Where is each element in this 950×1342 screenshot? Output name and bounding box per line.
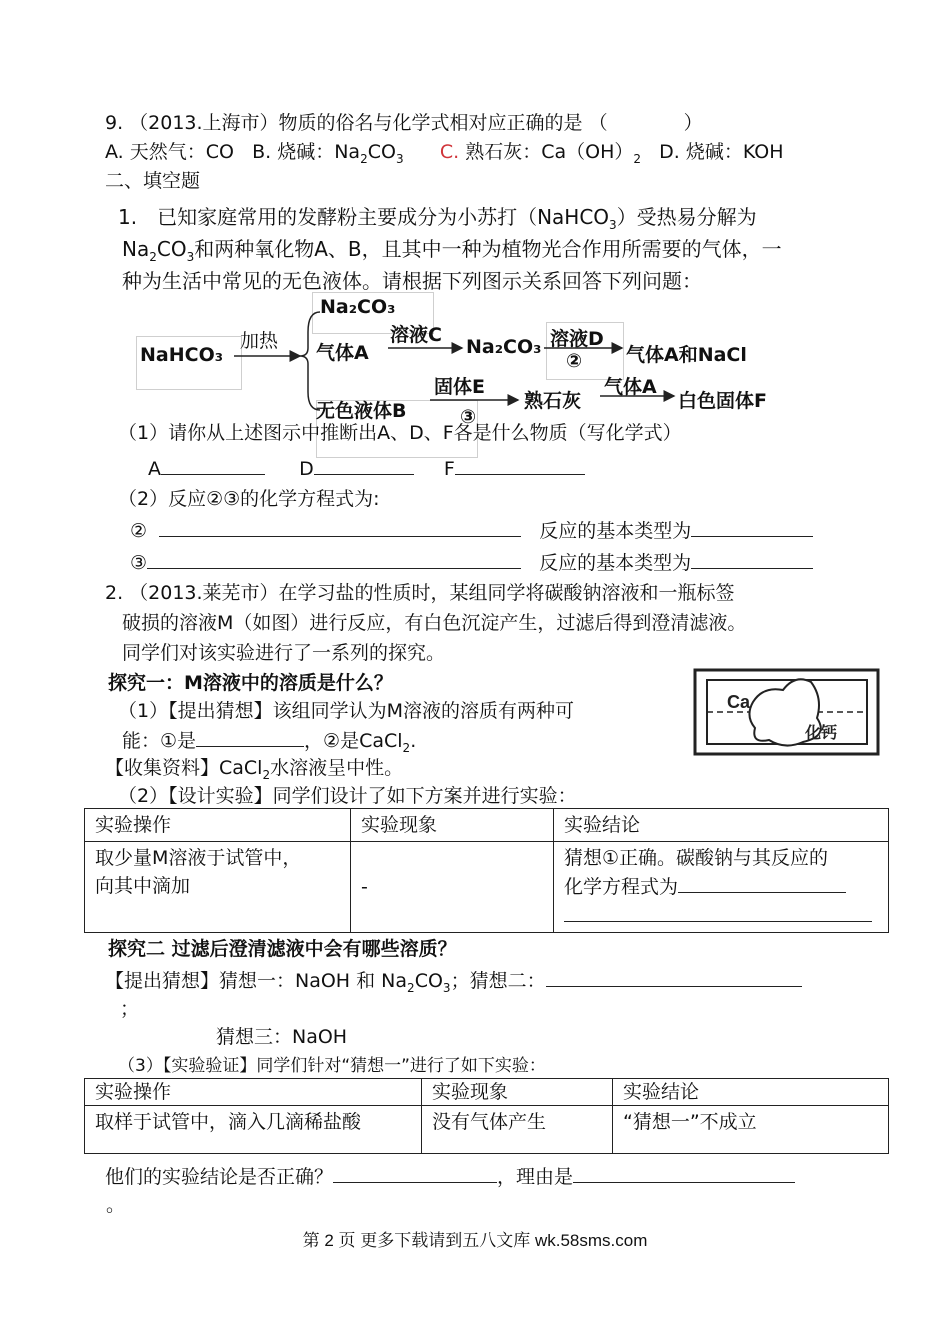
liquid-b-label: 无色液体B — [316, 400, 407, 422]
answer-blank-a[interactable] — [161, 454, 265, 475]
p1-eq3: ③ 反应的基本类型为 — [130, 548, 813, 576]
nahco3-label: NaHCO₃ — [140, 344, 224, 366]
table2-header-op: 实验操作 — [85, 1079, 422, 1106]
table1-phen-cell: - — [351, 842, 554, 933]
correct-blank[interactable] — [333, 1162, 497, 1183]
p2-line2: 破损的溶液M（如图）进行反应，有白色沉淀产生，过滤后得到澄清滤液。 — [122, 612, 747, 634]
table1-header-conc: 实验结论 — [554, 809, 889, 842]
p1-eq2: ② 反应的基本类型为 — [130, 516, 813, 544]
q9-options — [105, 139, 784, 172]
table2-op-cell: 取样于试管中，滴入几滴稀盐酸 — [85, 1106, 422, 1154]
guess-2-blank[interactable] — [546, 966, 802, 987]
table2-conc-cell: “猜想一”不成立 — [613, 1106, 889, 1154]
design-intro: （2）【设计实验】同学们设计了如下方案并进行实验： — [118, 785, 577, 807]
equation-blank[interactable] — [678, 872, 846, 893]
guess-3-line: 猜想三：NaOH — [216, 1026, 348, 1048]
type-2-blank[interactable] — [691, 516, 813, 537]
p1-line2: $Na_2CO_3$和两种氧化物A、B，且其中一种为植物光合作用所需要的气体，一 — [122, 237, 782, 264]
table1-header-phen: 实验现象 — [351, 809, 554, 842]
solution-d-label: 溶液D — [550, 328, 604, 350]
explore1-title: 探究一：M溶液中的溶质是什么？ — [108, 672, 393, 694]
verify-intro: （3）【实验验证】同学们针对“猜想一”进行了如下实验： — [118, 1056, 546, 1076]
guess-1-blank[interactable] — [196, 726, 304, 747]
slaked-lime-label: 熟石灰 — [524, 390, 582, 412]
broken-label-image — [693, 668, 880, 756]
experiment-table-1 — [84, 808, 889, 933]
p1-sub1: （1）请你从上述图示中推断出A、D、F各是什么物质（写化学式） — [118, 422, 682, 444]
reason-blank[interactable] — [573, 1162, 795, 1183]
table2-phen-cell: 没有气体产生 — [422, 1106, 613, 1154]
label-text-right: 化钙 — [805, 725, 838, 742]
table1-header-op: 实验操作 — [85, 809, 351, 842]
q9-option-a: A. 天然气：CO — [105, 141, 234, 163]
collect-info: 【收集资料】CaCl$_2$水溶液呈中性。 — [105, 757, 404, 782]
answer-blank-d[interactable] — [314, 454, 414, 475]
guess-line1: （1）【提出猜想】该组同学认为M溶液的溶质有两种可 — [118, 700, 574, 722]
explore2-title: 探究二 过滤后澄清滤液中会有哪些溶质？ — [108, 938, 457, 960]
q9-option-c: C. 熟石灰：$Ca(OH)_2$ — [439, 141, 641, 166]
table-row — [85, 842, 889, 933]
p2-line3: 同学们对该实验进行了一系列的探究。 — [122, 642, 446, 664]
table1-op-cell: 取少量M溶液于试管中， 向其中滴加 — [85, 842, 351, 933]
circle-3-label: ③ — [460, 406, 477, 428]
final-question: 他们的实验结论是否正确？ ，理由是 — [105, 1162, 795, 1190]
p1-blanks: A D F — [148, 454, 585, 482]
page-footer: 第 2 页 更多下载请到五八文库 wk.58sms.com — [302, 1231, 648, 1250]
circle-2-label: ② — [566, 350, 583, 372]
p1-sub2: （2）反应②③的化学方程式为: — [118, 488, 380, 510]
final-period: 。 — [106, 1194, 126, 1216]
guess-line2: 能：①是 ，②是CaCl$_2$. — [122, 726, 416, 761]
table-row — [85, 809, 889, 842]
na2co3-mid-label: Na₂CO₃ — [466, 336, 542, 358]
gas-a-nacl-label: 气体A和NaCl — [626, 344, 747, 366]
table-row — [85, 1079, 889, 1106]
label-text-left: Ca — [727, 692, 751, 712]
solution-c-label: 溶液C — [390, 324, 442, 346]
equation-2-blank[interactable] — [159, 516, 521, 537]
p2-line1: 2. （2013.莱芜市）在学习盐的性质时，某组同学将碳酸钠溶液和一瓶标签 — [105, 582, 735, 604]
q9-option-b: B. 烧碱：$Na_2CO_3$ — [252, 141, 404, 166]
equation-3-blank[interactable] — [147, 548, 521, 569]
gas-a2-label: 气体A — [604, 376, 657, 398]
p1-line1: 1. 已知家庭常用的发酵粉主要成分为小苏打（NaHCO$_3$）受热易分解为 — [118, 205, 757, 232]
q9-stem: 9. （2013.上海市）物质的俗名与化学式相对应正确的是 （ ） — [105, 112, 703, 134]
p1-line3: 种为生活中常见的无色液体。请根据下列图示关系回答下列问题： — [122, 269, 702, 293]
q9-option-d: D. 烧碱：KOH — [659, 141, 784, 163]
type-3-blank[interactable] — [691, 548, 813, 569]
heat-label: 加热 — [240, 330, 279, 352]
section-title: 二、填空题 — [105, 170, 201, 192]
equation-blank-2[interactable] — [564, 901, 872, 922]
table-row — [85, 1106, 889, 1154]
guess-1-line: 【提出猜想】猜想一：NaOH 和 $Na_2CO_3$；猜想二： — [105, 966, 802, 1001]
white-solid-f-label: 白色固体F — [678, 390, 767, 412]
na2co3-top-label: Na₂CO₃ — [320, 296, 396, 318]
solid-e-label: 固体E — [434, 376, 485, 398]
table2-header-phen: 实验现象 — [422, 1079, 613, 1106]
gas-a-label: 气体A — [316, 342, 369, 364]
experiment-table-2 — [84, 1078, 889, 1154]
table1-conc-cell: 猜想①正确。碳酸钠与其反应的 化学方程式为 — [554, 842, 889, 933]
table2-header-conc: 实验结论 — [613, 1079, 889, 1106]
answer-blank-f[interactable] — [455, 454, 585, 475]
guess-semicolon: ； — [120, 998, 140, 1020]
